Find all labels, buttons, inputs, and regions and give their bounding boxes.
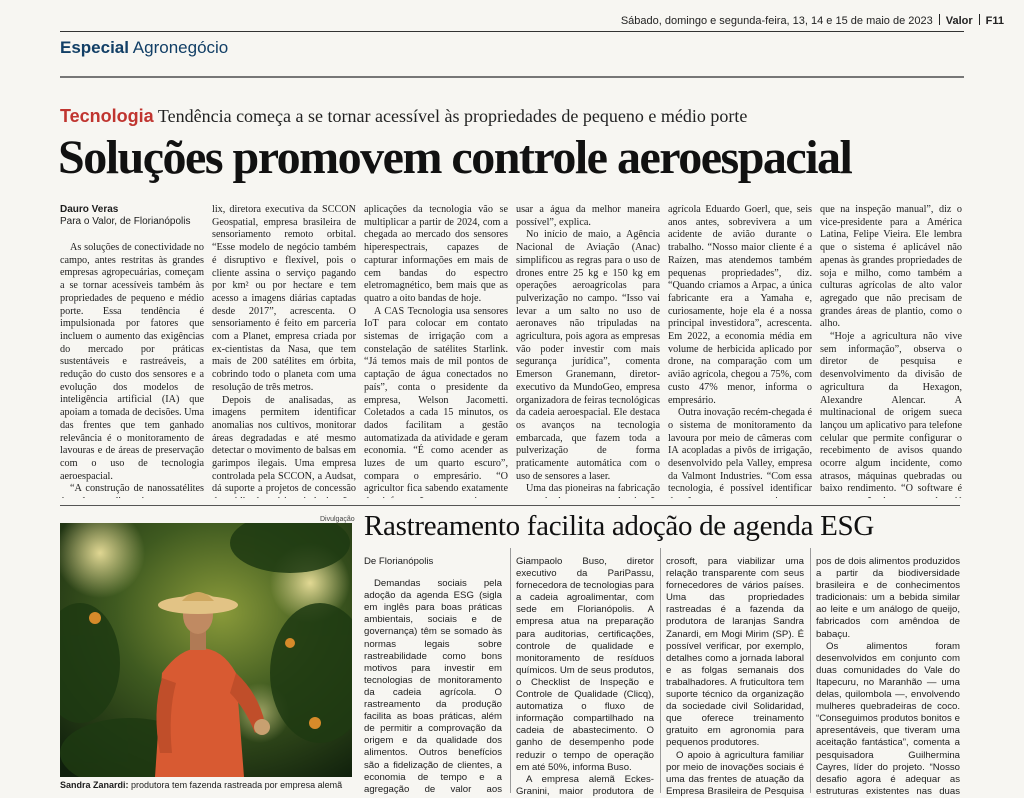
paragraph: que na inspeção manual”, diz o vice-presidente para a América Latina, Felipe Vieira. Ele lembra que o sistema é aplicável não apenas às grandes propriedades de soja e milho, como também a culturas agrícolas de alto valor agregado que não precisam de grandes áreas de plantio, como o alho. <box>820 204 962 330</box>
paragraph: “A construção de nanossatélites <box>70 483 204 495</box>
headline: Soluções promovem controle aeroespacial <box>58 131 852 184</box>
article-column-4 <box>516 204 660 498</box>
column-separator <box>660 548 661 793</box>
esg-column-3 <box>666 556 804 796</box>
masthead-date: Sábado, domingo e segunda-feira, 13, 14 e 15 de maio de 2023 <box>620 15 933 27</box>
paragraph: O apoio à agricultura familiar por meio de inovações sociais é uma das frentes de atuação da Empresa Brasileira de Pesquisa <box>666 749 804 796</box>
paragraph: As soluções de conectividade no campo, antes restritas às grandes empresas agropecuárias, começam a se tornar acessíveis também às propriedades de pequeno e médio porte. Essa tendência é impulsionada por fatores que incluem o aumento das exigências do mercado por práticas sustentáveis e rastreáveis, a redução do custo dos sensores e a evolução dos modelos de inteligência artificial (IA) que apoiam a tomada de decisões. Uma das frentes que tem ganhado relevância é o monitoramento de lavouras e de áreas de preservação com o uso de tecnologia aeroespacial. <box>60 242 204 482</box>
esg-location: De Florianópolis <box>364 556 434 567</box>
author-location: Para o Valor, de Florianópolis <box>60 216 191 227</box>
page-number: F11 <box>985 15 1004 27</box>
paragraph: Uma das pioneiras na fabricação <box>526 483 660 495</box>
paragraph: Os alimentos foram desenvolvidos em conjunto com duas comunidades do Vale do Itapecuru, no Maranhão — uma delas, quilombola —, envolvendo mulheres quebradeiras de coco. “Conseguimos produtos bonitos e apresentáveis, que tiveram uma aceitação fantástica”, comenta a pesquisadora Guilhermina Cayres, líder do projeto. “Nosso desafio agora é adequar as estruturas existentes nas duas <box>816 640 960 796</box>
paragraph: lix, diretora executiva da SCCON Geospatial, empresa brasileira de sensoriamento remoto orbital. “Esse modelo de negócio também é disruptivo e flexível, pois o cliente assina o serviço pagando por km² ou por hectare e tem acesso a imagens diárias captadas desde 2017”, acrescenta. O sensoriamento é feito em parceria com a Planet, empresa criada por ex-cientistas da Nasa, que tem mais de 200 satélites em órbita, cobrindo todo o planeta com uma resolução de três metros. <box>212 204 356 393</box>
paragraph: A empresa alemã Eckes-Granini, maior produtora de <box>516 773 654 796</box>
paragraph: Giampaolo Buso, diretor executivo da PariPassu, fornecedora de tecnologias para a cadeia agroalimentar, com sede em Florianópolis. A empresa atua na preparação para auditorias, certificações, controle de qualidade e monitoramento de resíduos químicos. Um de seus produtos, o Checklist de Inspeção e Controle de Qualidade (Clicq), automatiza o fluxo de informação compartilhado na cadeia de abastecimento. O ganho de desempenho pode reduzir o tempo de operação em até 50%, informa Buso. <box>516 556 654 773</box>
section-rule <box>60 76 964 78</box>
author: Dauro Veras <box>60 204 119 215</box>
photo-credit: Divulgação <box>320 516 355 523</box>
article-column-1 <box>60 204 204 498</box>
paragraph: Depois de analisadas, as imagens permitem identificar anomalias nos cultivos, monitorar áreas degradadas e até mesmo detectar o movimento de balsas em garimpos ilegais. Uma empresa controlada pela SCCON, a Audsat, dá suporte a projetos de concessão <box>212 394 356 495</box>
top-rule <box>60 31 964 32</box>
paragraph: aplicações da tecnologia vão se multiplicar a partir de 2024, com a chegada ao mercado dos sensores hiperespectrais, capazes de capturar informações em mais de cem bandas do espectro eletromagnético, bem mais que as quatro a oito bandas de hoje. <box>364 204 508 304</box>
paragraph: Outra inovação recém-chegada é o sistema de monitoramento da lavoura por meio de câmeras com IA acopladas a pivôs de irrigação, desenvolvido pela Valley, empresa da Valmont Industries. “Com essa tecnologia, é possível identificar <box>668 407 812 495</box>
caption-name: Sandra Zanardi: <box>60 780 129 790</box>
caption-text: produtora tem fazenda rastreada por empresa alemã <box>131 780 343 790</box>
section-label <box>60 38 228 58</box>
section-name: Especial <box>60 38 129 57</box>
esg-column-2 <box>516 556 654 796</box>
paragraph: “Hoje a agricultura não vive sem informação”, observa o diretor de pesquisa e desenvolvimento da divisão de agricultura da Hexagon, Alexandre Alencar. A multinacional de origem sueca lançou um aplicativo para telefone celular que permite configurar o recebimento de avisos quando ocorre algum incidente, como atrasos, máquinas quebradas ou baixo rendimento. “O software é <box>820 331 962 495</box>
paragraph: pos de dois alimentos produzidos a partir da biodiversidade brasileira e de conhecimentos tradicionais: um a bebida similar ao leite e um análogo de queijo, fabricados com amêndoa de babaçu. <box>816 556 960 640</box>
section-topic: Agronegócio <box>132 38 229 57</box>
article-column-6 <box>820 204 962 498</box>
paragraph: A CAS Tecnologia usa sensores IoT para colocar em contato sistemas de irrigação com a constelação de satélites Starlink. “Já temos mais de mil pontos de captação de água conectados no país”, conta o presidente da empresa, Welson Jacometti. Coletados a cada 15 minutos, os dados facilitam a gestão automatizada da atividade e geram economia. “É como acender as luzes de um quarto escuro”, compara o empresário. “O agricultor fica sabendo exatamente <box>364 305 508 495</box>
kicker <box>60 106 747 127</box>
byline <box>60 204 204 228</box>
photo-caption <box>60 780 342 790</box>
article-column-2 <box>212 204 356 498</box>
paragraph: crosoft, para viabilizar uma relação transparente com seus fornecedores de vários países. Uma das propriedades rastreadas é a fazenda da produtora de laranjas Sandra Zanardi, em Mogi Mirim (SP). É possível verificar, por exemplo, detalhes como a jornada laboral e as folgas semanais dos trabalhadores. A fruticultora tem suporte técnico da organização da sociedade civil Solidaridad, que oferece treinamento gratuito em agronomia para pequenos produtores. <box>666 556 804 749</box>
kicker-tag: Tecnologia <box>60 106 154 126</box>
photo-sandra-zanardi <box>60 523 352 777</box>
masthead <box>621 14 1004 27</box>
masthead-paper: Valor <box>945 15 973 27</box>
column-separator <box>510 548 511 793</box>
esg-headline: Rastreamento facilita adoção de agenda ESG <box>364 510 874 542</box>
esg-column-4 <box>816 556 960 796</box>
esg-column-1 <box>364 556 502 796</box>
paragraph: Demandas sociais pela adoção da agenda ESG (sigla em inglês para boas práticas ambientais, sociais e de governança) têm se somado às normas legais sobre rastreabilidade como bons motivos para investir em tecnologias de monitoramento da cadeia agrícola. O rastreamento da produção facilita as boas práticas, além de permitir a comprovação da origem e da qualidade dos alimentos. Outros benefícios são a fidelização de clientes, a economia de tempo e a agregação de valor aos <box>364 578 502 795</box>
article-column-5 <box>668 204 812 498</box>
paragraph: usar a água da melhor maneira possível”, explica. <box>516 204 660 228</box>
paragraph: No início de maio, a Agência Nacional de Aviação (Anac) simplificou as regras para o uso de drones entre 25 kg e 150 kg em operações aeroagrícolas para pulverização no campo. “Isso vai levar a um salto no uso de aeronaves não tripuladas na agricultura, pois agora as empresas vão poder investir com mais segurança jurídica”, comenta Emerson Granemann, diretor-executivo da MundoGeo, empresa organizadora de feiras tecnológicas da cadeia aeroespacial. Ele destaca os avanços na tecnologia embarcada, que fazem toda a pulverização de forma praticamente automática com o uso de sensores a laser. <box>516 229 660 482</box>
paragraph: agrícola Eduardo Goerl, que, seis anos antes, sobrevivera a um acidente de avião durante o trabalho. “Nosso maior cliente é a Raízen, mas atendemos também pequenas propriedades”, diz. “Quando criamos a Arpac, a única fabricante era a Yamaha e, curiosamente, hoje ela é a nossa principal investidora”, acrescenta. Em 2022, a economia média em volume de herbicida aplicado por drone, na comparação com um avião agrícola, chegou a 75%, com custo 47% menor, informa o empresário. <box>668 204 812 406</box>
article-column-3 <box>364 204 508 498</box>
kicker-text: Tendência começa a se tornar acessível às propriedades de pequeno e médio porte <box>157 106 748 126</box>
article-divider <box>60 505 960 506</box>
column-separator <box>810 548 811 793</box>
